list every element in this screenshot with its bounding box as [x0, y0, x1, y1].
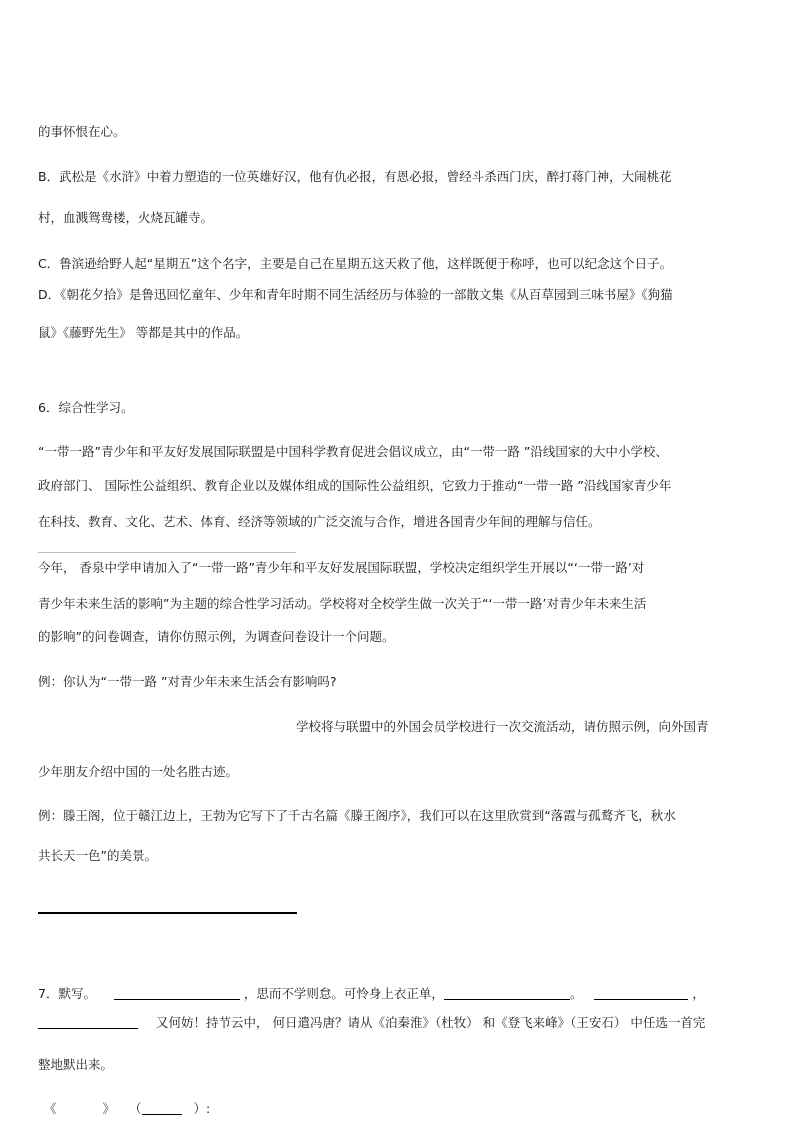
q7-open-author-paren: （	[129, 1101, 142, 1116]
q7-text-1: ，思而不学则怠。可怜身上衣正单，	[243, 986, 444, 1001]
q5-option-c: C．鲁滨逊给野人起“星期五”这个名字，主要是自己在星期五这天救了他，这样既便于称呼，也可以纪念这个日子。	[38, 256, 673, 271]
q7-close-title-bracket: 》	[102, 1101, 116, 1116]
q7-blank-1[interactable]	[114, 986, 240, 1000]
answer-line[interactable]	[38, 912, 297, 914]
q7-blank-2[interactable]	[444, 986, 570, 1000]
q7-line4	[44, 1101, 210, 1117]
q7-blank-4[interactable]	[38, 1015, 138, 1029]
q5-option-d-line1: D．《朝花夕拾》是鲁迅回忆童年、少年和青年时期不同生活经历与体验的一部散文集《从百草园到三味书屋》《狗猫	[38, 287, 673, 302]
q6-intro-line3: 在科技、教育、文化、艺术、体育、经济等领域的广泛交流与合作，增进各国青少年间的理解与信任。	[38, 514, 601, 529]
q7-line3: 整地默出来。	[38, 1057, 114, 1072]
q6-example2-line1: 例：滕王阁，位于赣江边上，王勃为它写下了千古名篇《滕王阁序》，我们可以在这里欣赏到“落霞与孤鹜齐飞，秋水	[38, 808, 676, 823]
q6-task1-line2: 青少年未来生活的影响”为主题的综合性学习活动。学校将对全校学生做一次关于“‘一带一路’对青少年未来生活	[38, 596, 647, 611]
q7-close-author-paren: ）:	[193, 1101, 211, 1116]
q7-text-3: ，	[692, 986, 705, 1001]
q6-task2-line1: 学校将与联盟中的外国会员学校进行一次交流活动，请仿照示例，向外国青	[296, 719, 709, 734]
q6-example1: 例：你认为“一带一路 ”对青少年未来生活会有影响吗?	[38, 674, 337, 689]
q7-open-title-bracket: 《	[44, 1101, 57, 1116]
q7-line2	[38, 1015, 705, 1031]
q6-task2-line2: 少年朋友介绍中国的一处名胜古迹。	[38, 764, 239, 779]
q7-line1	[38, 986, 705, 1002]
q7-author-blank[interactable]	[142, 1103, 194, 1115]
q5-option-d-line2: 鼠》《藤野先生》 等都是其中的作品。	[38, 325, 249, 340]
section-divider	[38, 552, 296, 553]
q6-intro-line2: 政府部门、 国际性公益组织、教育企业以及媒体组成的国际性公益组织，它致力于推动“一带一路 ”沿线国家青少年	[38, 478, 672, 493]
q5-continuation-line: 的事怀恨在心。	[38, 124, 126, 139]
q6-title: 6．综合性学习。	[38, 400, 134, 415]
q5-option-b-line2: 村，血溅鸳鸯楼，火烧瓦罐寺。	[38, 210, 214, 225]
q6-task1-line3: 的影响”的问卷调查，请你仿照示例，为调查问卷设计一个问题。	[38, 629, 395, 644]
q6-example2-line2: 共长天一色”的美景。	[38, 848, 157, 863]
q6-intro-line1: “一带一路”青少年和平友好发展国际联盟是中国科学教育促进会倡议成立，由“一带一路 ”沿线国家的大中小学校、	[38, 444, 668, 459]
q5-option-b-line1: B．武松是《水浒》中着力塑造的一位英雄好汉，他有仇必报，有恩必报，曾经斗杀西门庆，醉打蒋门神，大闹桃花	[38, 169, 672, 184]
q7-blank-3[interactable]	[594, 986, 688, 1000]
q7-text-2: 。	[569, 986, 583, 1001]
q7-label: 7．默写。	[38, 986, 96, 1001]
q6-task1-line1: 今年， 香泉中学申请加入了“一带一路”青少年和平友好发展国际联盟，学校决定组织学生开展以“‘一带一路’对	[38, 560, 645, 575]
q7-text-4: 又何妨！持节云中， 何日遣冯唐？请从《泊秦淮》（杜牧） 和《登飞来峰》（王安石） 中任选一首完	[155, 1015, 706, 1030]
